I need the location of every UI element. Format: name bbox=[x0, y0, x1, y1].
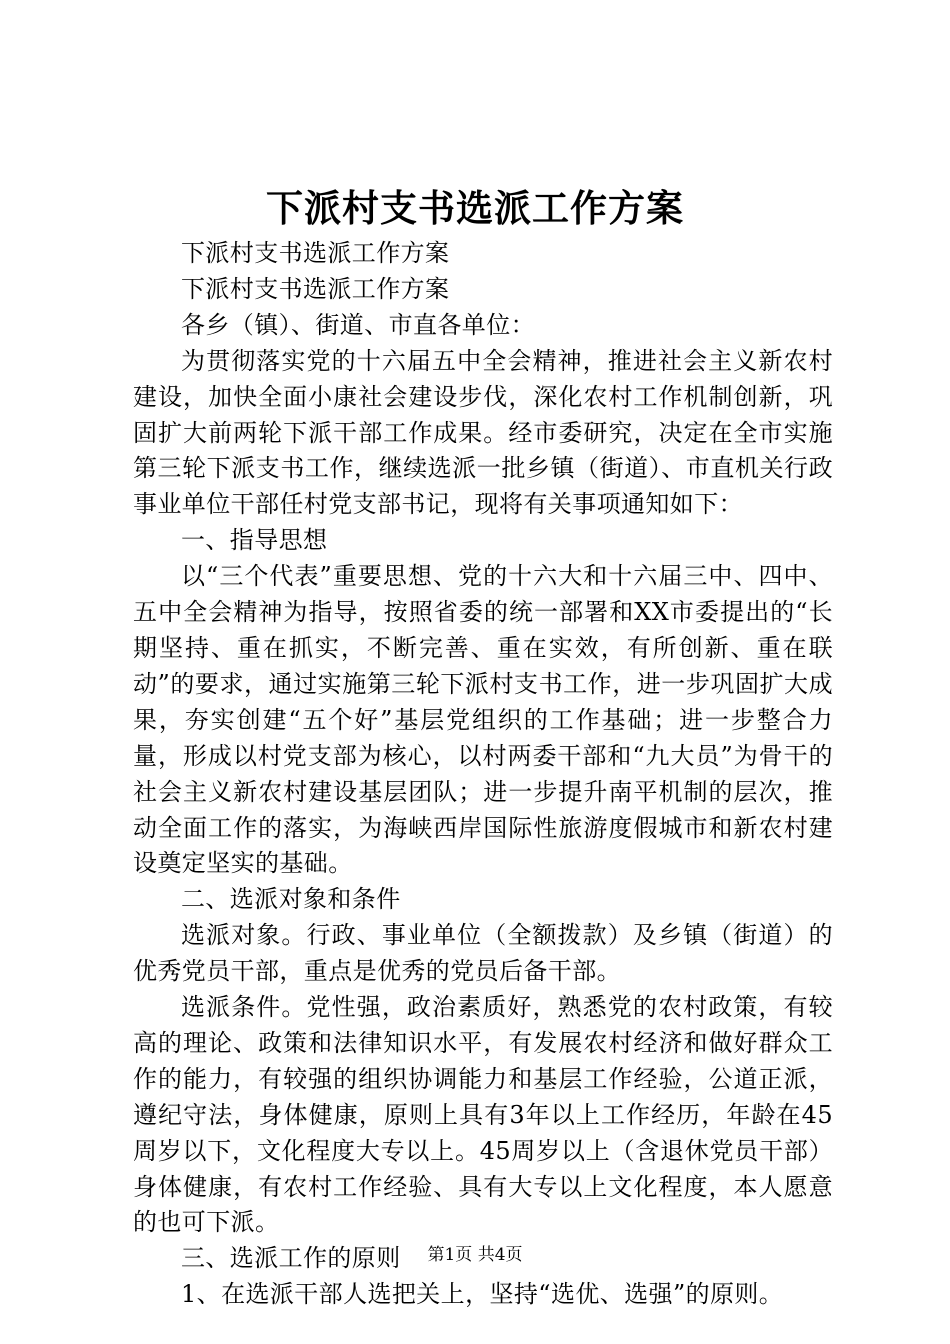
paragraph: 选派条件。党性强，政治素质好，熟悉党的农村政策，有较高的理论、政策和法律知识水平，有发展农村经济和做好群众工作的能力，有较强的组织协调能力和基层工作经验，公道正派，遵纪守法，身体健康，原则上具有3年以上工作经历，年龄在45周岁以下，文化程度大专以上。45周岁以上（含退休党员干部）身体健康，有农村工作经验、具有大专以上文化程度，本人愿意的也可下派。 bbox=[133, 993, 833, 1237]
paragraph: 1、在选派干部人选把关上，坚持“选优、选强”的原则。 bbox=[181, 1280, 784, 1309]
section-heading: 二、选派对象和条件 bbox=[181, 885, 401, 914]
paragraph: 下派村支书选派工作方案 bbox=[181, 274, 450, 303]
section-heading: 一、指导思想 bbox=[181, 526, 328, 555]
paragraph: 为贯彻落实党的十六届五中全会精神，推进社会主义新农村建设，加快全面小康社会建设步伐，深化农村工作机制创新，巩固扩大前两轮下派干部工作成果。经市委研究，决定在全市实施第三轮下派支书工作，继续选派一批乡镇（街道）、市直机关行政事业单位干部任村党支部书记，现将有关事项通知如下： bbox=[133, 346, 833, 519]
paragraph: 以“三个代表”重要思想、党的十六大和十六届三中、四中、五中全会精神为指导，按照省委的统一部署和XX市委提出的“长期坚持、重在抓实，不断完善、重在实效，有所创新、重在联动”的要求，通过实施第三轮下派村支书工作，进一步巩固扩大成果，夯实创建“五个好”基层党组织的工作基础；进一步整合力量，形成以村党支部为核心，以村两委干部和“九大员”为骨干的社会主义新农村建设基层团队；进一步提升南平机制的层次，推动全面工作的落实，为海峡西岸国际性旅游度假城市和新农村建设奠定坚实的基础。 bbox=[133, 562, 833, 878]
paragraph: 各乡（镇）、街道、市直各单位： bbox=[181, 310, 535, 339]
paragraph: 下派村支书选派工作方案 bbox=[181, 239, 450, 267]
section-heading: 三、选派工作的原则 bbox=[181, 1244, 401, 1273]
paragraph: 选派对象。行政、事业单位（全额拨款）及乡镇（街道）的优秀党员干部，重点是优秀的党员后备干部。 bbox=[133, 921, 833, 986]
page-footer: 第1页 共4页 bbox=[427, 1245, 523, 1265]
document-title: 下派村支书选派工作方案 bbox=[266, 186, 684, 230]
document-body bbox=[133, 236, 833, 1313]
